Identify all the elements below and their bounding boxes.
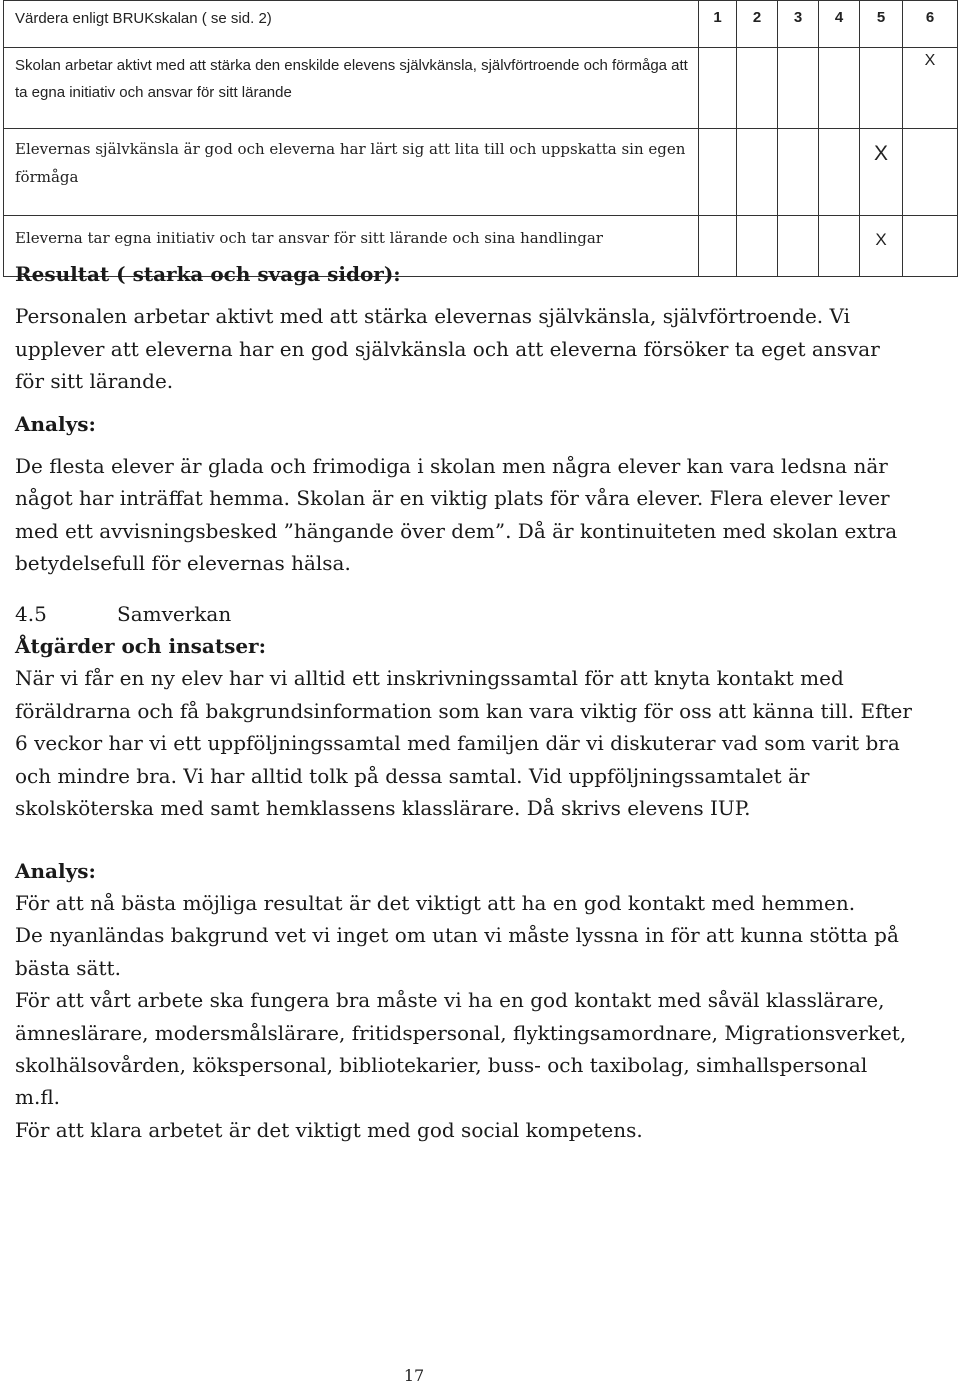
analys-heading: Analys: <box>15 858 96 883</box>
scale-6: 6 <box>903 1 958 48</box>
score-cell <box>819 48 860 129</box>
score-mark: X <box>873 142 888 165</box>
analys-paragraph: För att vårt arbete ska fungera bra måste vi ha en god kontakt med såväl klasslärare, ämneslärare, modersmålslärare, fritidspersonal, flyktingsamordnare, Migrationsverket, skolhälsovården, kökspersonal, bibliotekarier, buss- och taxibolag, simhallspersonal m.fl. <box>15 988 907 1110</box>
atgarder-heading: Åtgärder och insatser: <box>15 634 266 659</box>
score-cell <box>737 48 778 129</box>
criterion-text: Skolan arbetar aktivt med att stärka den enskilde elevens självkänsla, självförtroende och förmåga att ta egna initiativ och ansvar för sitt lärande <box>4 48 699 129</box>
section-heading <box>15 598 915 630</box>
score-cell <box>860 48 903 129</box>
scale-5: 5 <box>860 1 903 48</box>
table-header-row <box>4 1 958 48</box>
table-row <box>4 129 958 216</box>
analys-text: De flesta elever är glada och frimodiga i skolan men några elever kan vara ledsna när något har inträffat hemma. Skolan är en viktig plats för våra elever. Flera elever lever med ett avvisningsbesked ”hängande över dem”. Då är kontinuiteten med skolan extra betydelsefull för elevernas hälsa. <box>15 454 898 576</box>
criterion-text: Eleverna tar egna initiativ och tar ansvar för sitt lärande och sina handlingar <box>4 216 699 277</box>
atgarder-text: När vi får en ny elev har vi alltid ett inskrivningssamtal för att knyta kontakt med föräldrarna och få bakgrundsinformation som kan vara viktig för oss att känna till. Efter 6 veckor har vi ett uppföljningssamtal med familjen där vi diskuterar vad som varit bra och mindre bra. Vi har alltid tolk på dessa samtal. Vid uppföljningssamtalet är skolsköterska med samt hemklassens klasslärare. Då skrivs elevens IUP. <box>15 666 912 821</box>
bruk-rating-table <box>3 0 958 277</box>
score-cell <box>699 129 737 216</box>
score-cell <box>903 48 958 129</box>
score-mark: X <box>924 52 936 69</box>
scale-2: 2 <box>737 1 778 48</box>
document-body <box>15 258 915 1146</box>
scale-1: 1 <box>699 1 737 48</box>
score-cell <box>860 129 903 216</box>
score-cell <box>778 129 819 216</box>
score-cell <box>737 129 778 216</box>
scale-4: 4 <box>819 1 860 48</box>
table-row <box>4 48 958 129</box>
scale-3: 3 <box>778 1 819 48</box>
criterion-text: Elevernas självkänsla är god och eleverna har lärt sig att lita till och uppskatta sin egen förmåga <box>4 129 699 216</box>
score-cell <box>903 129 958 216</box>
score-cell <box>778 48 819 129</box>
analys-paragraph: För att klara arbetet är det viktigt med god social kompetens. <box>15 1117 643 1142</box>
section-number: 4.5 <box>15 601 47 626</box>
analys-paragraph: De nyanländas bakgrund vet vi inget om utan vi måste lyssna in för att kunna stötta på bästa sätt. <box>15 923 899 980</box>
score-mark: X <box>875 230 887 249</box>
score-cell <box>819 129 860 216</box>
resultat-heading: Resultat ( starka och svaga sidor): <box>15 262 401 286</box>
analys-paragraph: För att nå bästa möjliga resultat är det viktigt att ha en god kontakt med hemmen. <box>15 890 856 915</box>
resultat-text: Personalen arbetar aktivt med att stärka elevernas självkänsla, självförtroende. Vi upplever att eleverna har en god självkänsla och att eleverna försöker ta eget ansvar för sitt lärande. <box>15 304 880 394</box>
table-header-label: Värdera enligt BRUKskalan ( se sid. 2) <box>4 1 699 48</box>
analys-heading: Analys: <box>15 411 96 436</box>
score-cell <box>699 48 737 129</box>
page-number: 17 <box>403 1366 425 1385</box>
section-title: Samverkan <box>117 601 232 626</box>
